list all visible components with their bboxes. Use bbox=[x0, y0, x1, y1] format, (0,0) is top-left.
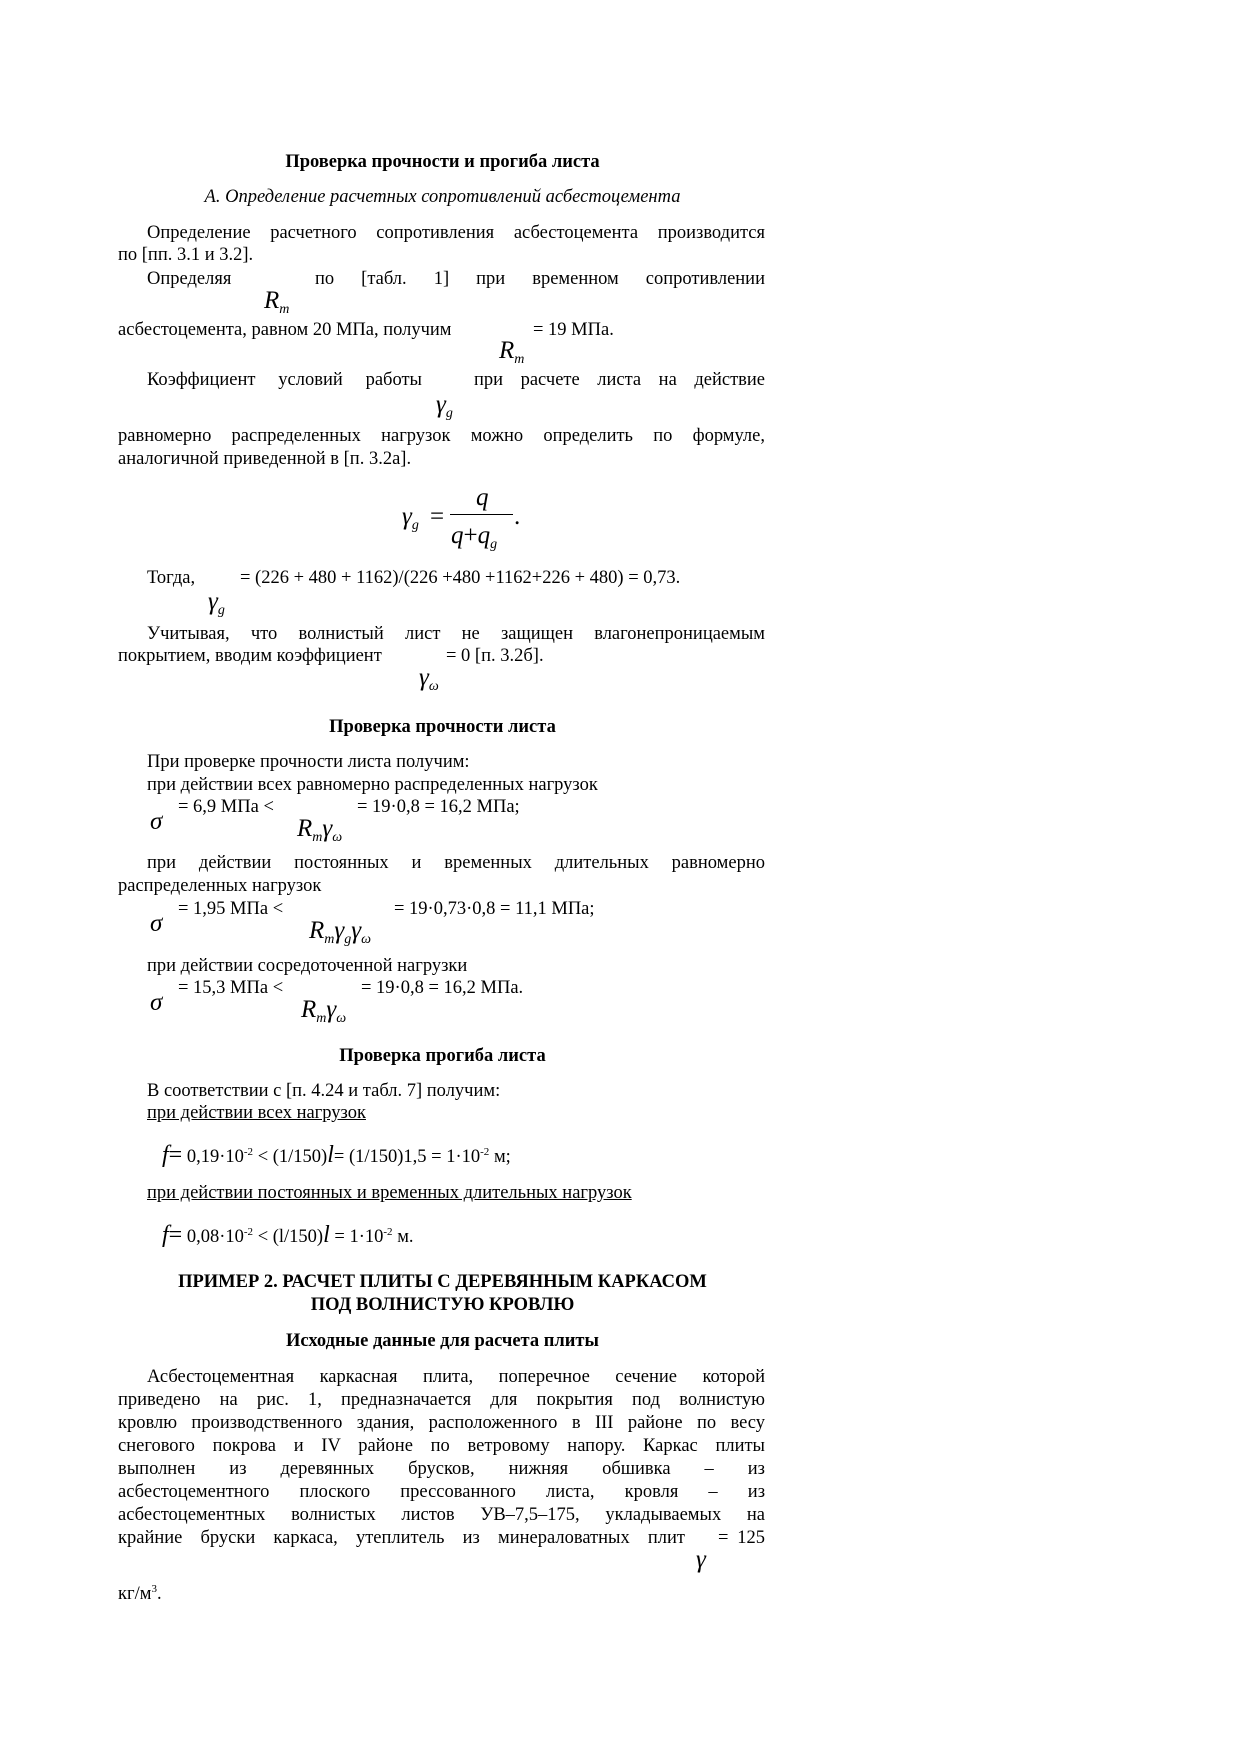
paragraph-line: выполнен из деревянных брусков, нижняя обшивка – из bbox=[118, 1459, 765, 1479]
paragraph-line: В соответствии с [п. 4.24 и табл. 7] получим: bbox=[147, 1081, 501, 1101]
paragraph-line: = (226 + 480 + 1162)/(226 +480 +1162+226 + 480) = 0,73. bbox=[240, 568, 681, 588]
example-title: ПОД ВОЛНИСТУЮ КРОВЛЮ bbox=[310, 1295, 575, 1315]
formula-text: = 1,95 МПа < bbox=[178, 899, 284, 919]
paragraph-line: по [табл. 1] при временном сопротивлении bbox=[315, 269, 765, 289]
example-subtitle: Исходные данные для расчета плиты bbox=[286, 1331, 599, 1351]
paragraph-line: при действии постоянных и временных длительных нагрузок bbox=[147, 1183, 632, 1203]
formula-gamma-g bbox=[400, 484, 530, 554]
symbol-gamma-g: $\gamma_g$ bbox=[436, 391, 453, 421]
formula-text: = 6,9 МПа < bbox=[178, 797, 274, 817]
paragraph-line: по [пп. 3.1 и 3.2]. bbox=[118, 245, 254, 265]
equals-sign: = bbox=[430, 503, 445, 530]
symbol-sigma: σ bbox=[150, 808, 163, 835]
denominator: $q+q_g$ bbox=[451, 522, 498, 552]
section-title: Проверка прочности листа bbox=[329, 717, 556, 737]
paragraph-line: асбестоцементного плоского прессованного листа, кровля – из bbox=[118, 1482, 765, 1502]
paragraph-line: При проверке прочности листа получим: bbox=[147, 752, 470, 772]
paragraph-line: аналогичной приведенной в [п. 3.2а]. bbox=[118, 449, 412, 469]
symbol-R-gamma: $R_m\gamma_\omega$ bbox=[301, 996, 347, 1026]
paragraph-line: Учитывая, что волнистый лист не защищен влагонепроницаемым bbox=[147, 624, 765, 644]
numerator-q: q bbox=[476, 484, 489, 511]
formula-deflection-2: $f= 0,08\cdot 10^{-2} < (l/150)l = 1\cdot 10^{-2}$ м. bbox=[162, 1222, 414, 1248]
paragraph-line: = 19 МПа. bbox=[533, 320, 614, 340]
symbol-gamma-g: $\gamma_g$ bbox=[208, 588, 225, 618]
symbol-R-gamma: $R_m\gamma_\omega$ bbox=[297, 815, 343, 845]
paragraph-word: Тогда, bbox=[147, 568, 196, 588]
paragraph-line: $кг/м^3$. bbox=[118, 1583, 162, 1604]
formula-text: = 19·0,8 = 16,2 МПа; bbox=[357, 797, 520, 817]
symbol-gamma-omega: $\gamma_\omega$ bbox=[419, 664, 439, 694]
formula-period: . bbox=[514, 503, 521, 530]
paragraph-line: крайние бруски каркаса, утеплитель из минераловатных плит bbox=[118, 1528, 685, 1548]
formula-text: = 15,3 МПа < bbox=[178, 978, 284, 998]
symbol-sigma: σ bbox=[150, 910, 163, 937]
paragraph-word: Определяя bbox=[147, 269, 232, 289]
paragraph-line: при действии постоянных и временных длительных равномерно bbox=[147, 853, 765, 873]
symbol-R-m: $R_m$ bbox=[499, 337, 525, 367]
paragraph-line: равномерно распределенных нагрузок можно определить по формуле, bbox=[118, 426, 765, 446]
paragraph-line: Коэффициент условий работы bbox=[147, 370, 422, 390]
symbol-R-gamma-gamma: $R_m\gamma_g\gamma_\omega$ bbox=[309, 917, 372, 947]
paragraph-line: асбестоцементных волнистых листов УВ–7,5–175, укладываемых на bbox=[118, 1505, 765, 1525]
section-title: Проверка прогиба листа bbox=[339, 1046, 546, 1066]
section-subtitle: А. Определение расчетных сопротивлений асбестоцемента bbox=[204, 187, 681, 207]
example-title: ПРИМЕР 2. РАСЧЕТ ПЛИТЫ С ДЕРЕВЯННЫМ КАРКАСОМ bbox=[178, 1272, 707, 1292]
paragraph-line: покрытием, вводим коэффициент bbox=[118, 646, 382, 666]
paragraph-line: асбестоцемента, равном 20 МПа, получим bbox=[118, 320, 452, 340]
paragraph-line: = 0 [п. 3.2б]. bbox=[446, 646, 544, 666]
paragraph-line: кровлю производственного здания, расположенного в III районе по весу bbox=[118, 1413, 765, 1433]
symbol-gamma: γ bbox=[696, 1546, 706, 1573]
fraction-bar bbox=[450, 514, 513, 515]
paragraph-line: Определение расчетного сопротивления асбестоцемента производится bbox=[147, 223, 765, 243]
paragraph-line: при действии всех равномерно распределенных нагрузок bbox=[147, 775, 598, 795]
paragraph-line: при действии сосредоточенной нагрузки bbox=[147, 956, 468, 976]
paragraph-line: снегового покрова и IV районе по ветровому напору. Каркас плиты bbox=[118, 1436, 765, 1456]
symbol-sigma: σ bbox=[150, 989, 163, 1016]
paragraph-line: приведено на рис. 1, предназначается для покрытия под волнистую bbox=[118, 1390, 765, 1410]
paragraph-line: при расчете листа на действие bbox=[474, 370, 765, 390]
formula-text: = 19·0,8 = 16,2 МПа. bbox=[361, 978, 524, 998]
paragraph-line: при действии всех нагрузок bbox=[147, 1103, 366, 1123]
paragraph-line: распределенных нагрузок bbox=[118, 876, 322, 896]
formula-deflection-1: $f= 0,19\cdot 10^{-2} < (1/150)l= (1/150)1,5 = 1\cdot 10^{-2}$ м; bbox=[162, 1142, 511, 1168]
formula-text: = 19·0,73·0,8 = 11,1 МПа; bbox=[394, 899, 595, 919]
section-title: Проверка прочности и прогиба листа bbox=[285, 152, 600, 172]
symbol-R-m: $R_m$ bbox=[264, 287, 290, 317]
paragraph-line: Асбестоцементная каркасная плита, поперечное сечение которой bbox=[147, 1367, 765, 1387]
symbol-gamma-g: $\gamma_g$ bbox=[402, 503, 419, 533]
paragraph-line: = 125 bbox=[718, 1528, 765, 1548]
